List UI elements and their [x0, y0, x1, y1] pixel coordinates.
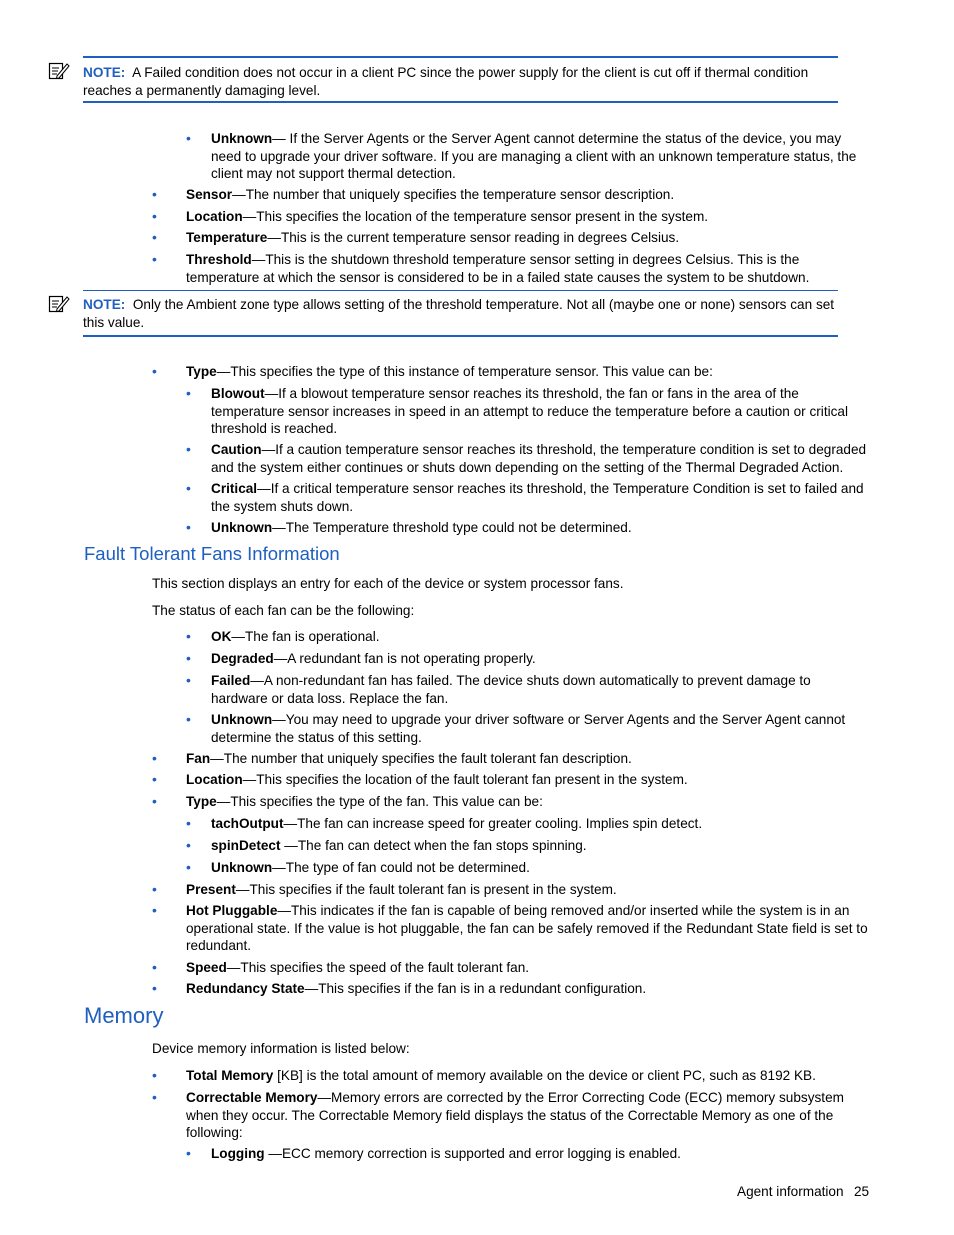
bullet-icon: • [152, 208, 157, 224]
bullet-icon: • [152, 793, 157, 809]
bullet-icon: • [186, 711, 191, 727]
footer-section-title: Agent information [737, 1184, 844, 1199]
bullet-icon: • [186, 480, 191, 496]
note-text: Only the Ambient zone type allows setting of the threshold temperature. Not all (maybe one or none) sensors can set this value. [83, 297, 835, 330]
list-item: Hot Pluggable—This indicates if the fan is capable of being removed and/or inserted while the system is in an operational state. If the value is hot pluggable, the fan can be safely removed if the Redundant State field is set to redundant. [186, 903, 868, 953]
list-item: Correctable Memory—Memory errors are corrected by the Error Correcting Code (ECC) memory subsystem when they occur. The Correctable Memory field displays the status of the Correctable Memory as one of the following: [186, 1090, 844, 1140]
bullet-icon: • [186, 130, 191, 146]
list-item: Location—This specifies the location of the fault tolerant fan present in the system. [186, 772, 688, 787]
list-item: tachOutput—The fan can increase speed for greater cooling. Implies spin detect. [211, 816, 703, 831]
bullet-icon: • [152, 363, 157, 379]
list-item: Unknown—The Temperature threshold type could not be determined. [211, 520, 632, 535]
bullet-icon: • [152, 902, 157, 918]
list-item: spinDetect —The fan can detect when the fan stops spinning. [211, 838, 587, 853]
note-box [83, 56, 838, 103]
list-item: Threshold—This is the shutdown threshold temperature sensor setting in degrees Celsius. This is the temperature at which the sensor is considered to be in a failed state causes the system to be shutdown. [186, 252, 810, 285]
list-item: Type—This specifies the type of the fan. This value can be: [186, 794, 543, 809]
bullet-icon: • [152, 881, 157, 897]
bullet-icon: • [186, 837, 191, 853]
note-label: NOTE: [83, 297, 126, 312]
memory-intro: Device memory information is listed below: [152, 1041, 410, 1056]
bullet-icon: • [186, 672, 191, 688]
bullet-icon: • [186, 815, 191, 831]
bullet-icon: • [186, 385, 191, 401]
list-item: Fan—The number that uniquely specifies the fault tolerant fan description. [186, 751, 632, 766]
list-item: Unknown—You may need to upgrade your driver software or Server Agents and the Server Agent cannot determine the status of this setting. [211, 712, 846, 745]
note-label: NOTE: [83, 65, 126, 80]
bullet-icon: • [186, 628, 191, 644]
bullet-icon: • [152, 750, 157, 766]
list-item: Redundancy State—This specifies if the fan is in a redundant configuration. [186, 981, 647, 996]
bullet-icon: • [186, 650, 191, 666]
bullet-icon: • [152, 959, 157, 975]
list-item: Blowout—If a blowout temperature sensor reaches its threshold, the fan or fans in the area of the temperature sensor increases in speed in an attempt to reduce the temperature before a caution or critical threshold is reached. [211, 386, 848, 436]
note-icon [48, 60, 70, 82]
list-item: Type—This specifies the type of this instance of temperature sensor. This value can be: [186, 364, 713, 379]
section-heading-memory: Memory [84, 1003, 164, 1028]
bullet-icon: • [152, 1067, 157, 1083]
bullet-icon: • [186, 441, 191, 457]
page-number: 25 [854, 1184, 870, 1199]
bullet-icon: • [152, 251, 157, 267]
list-item: Unknown—The type of fan could not be determined. [211, 860, 530, 875]
note-box [83, 290, 838, 337]
bullet-icon: • [152, 229, 157, 245]
fans-status-intro: The status of each fan can be the following: [152, 603, 415, 618]
list-item: Logging —ECC memory correction is supported and error logging is enabled. [211, 1146, 681, 1161]
list-item: Present—This specifies if the fault tolerant fan is present in the system. [186, 882, 617, 897]
list-item: Temperature—This is the current temperature sensor reading in degrees Celsius. [186, 230, 680, 245]
bullet-icon: • [186, 859, 191, 875]
bullet-icon: • [152, 771, 157, 787]
bullet-icon: • [186, 519, 191, 535]
list-item: OK—The fan is operational. [211, 629, 380, 644]
list-item: Unknown— If the Server Agents or the Server Agent cannot determine the status of the device, you may need to upgrade your driver software. If you are managing a client with an unknown temperature status, the client may not support thermal detection. [211, 131, 857, 181]
bullet-icon: • [152, 186, 157, 202]
bullet-icon: • [152, 1089, 157, 1105]
list-item: Sensor—The number that uniquely specifies the temperature sensor description. [186, 187, 675, 202]
list-item: Caution—If a caution temperature sensor reaches its threshold, the temperature condition is set to degraded and the system either continues or shuts down depending on the setting of the Thermal Degraded Action. [211, 442, 867, 475]
list-item: Degraded—A redundant fan is not operating properly. [211, 651, 536, 666]
section-heading-fans: Fault Tolerant Fans Information [84, 543, 340, 564]
bullet-icon: • [186, 1145, 191, 1161]
note-icon [48, 293, 70, 315]
fans-intro: This section displays an entry for each of the device or system processor fans. [152, 576, 624, 591]
list-item: Critical—If a critical temperature sensor reaches its threshold, the Temperature Condition is set to failed and the system shuts down. [211, 481, 864, 514]
list-item: Speed—This specifies the speed of the fault tolerant fan. [186, 960, 530, 975]
list-item: Failed—A non-redundant fan has failed. The device shuts down automatically to prevent damage to hardware or data loss. Replace the fan. [211, 673, 811, 706]
list-item: Total Memory [KB] is the total amount of memory available on the device or client PC, such as 8192 KB. [186, 1068, 816, 1083]
list-item: Location—This specifies the location of the temperature sensor present in the system. [186, 209, 709, 224]
bullet-icon: • [152, 980, 157, 996]
note-text: A Failed condition does not occur in a client PC since the power supply for the client is cut off if thermal condition reaches a permanently damaging level. [83, 65, 809, 98]
